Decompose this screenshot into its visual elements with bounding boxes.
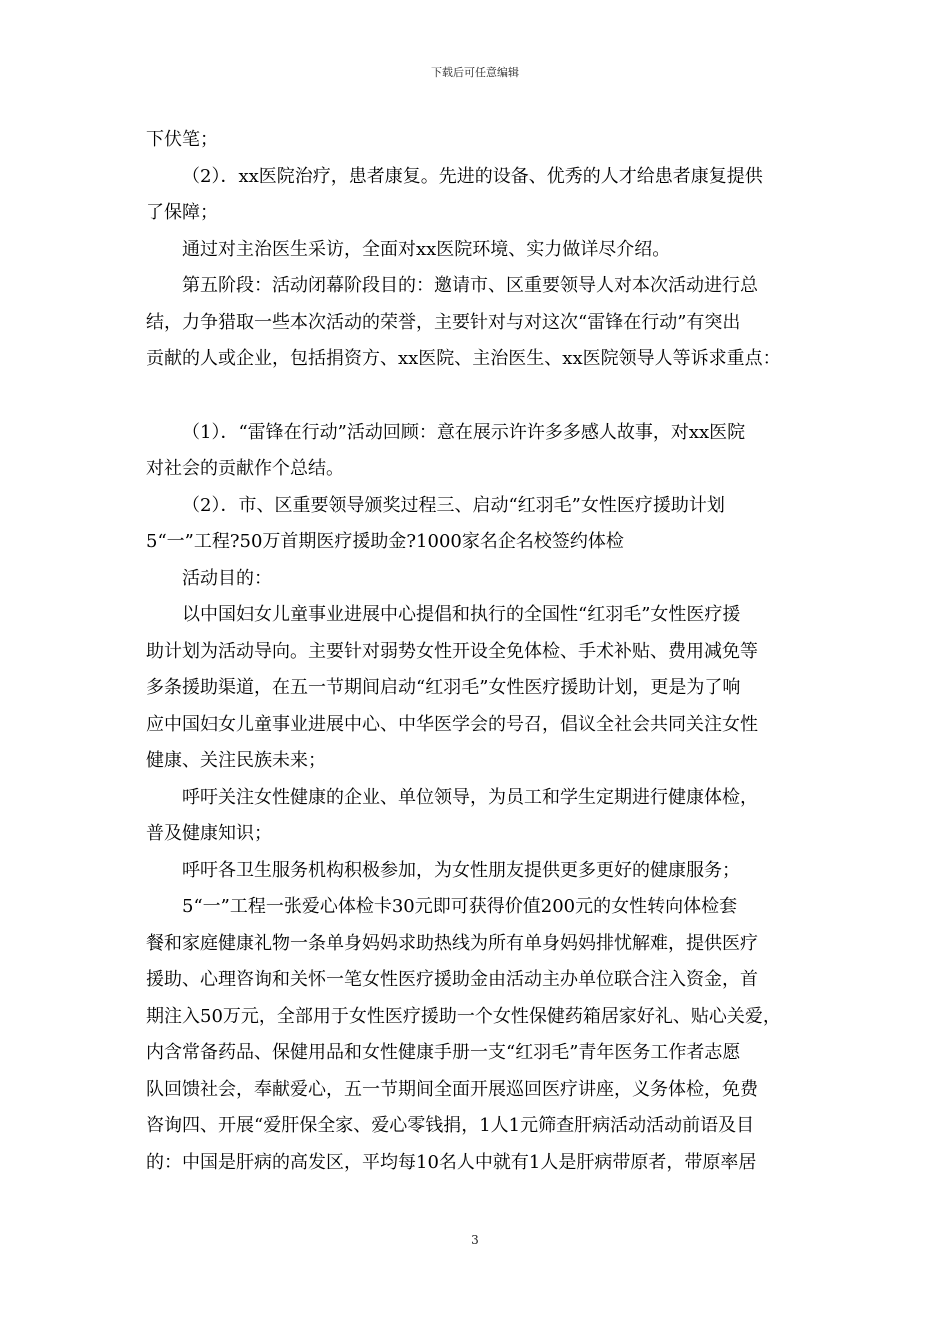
body-line: 应中国妇女儿童事业进展中心、中华医学会的号召，倡议全社会共同关注女性 bbox=[146, 713, 758, 735]
body-line: 第五阶段：活动闭幕阶段目的：邀请市、区重要领导人对本次活动进行总 bbox=[182, 275, 758, 296]
body-line: 结，力争猎取一些本次活动的荣誉，主要针对与对这次“雷锋在行动”有突出 bbox=[146, 311, 741, 333]
body-line: 健康、关注民族未来； bbox=[146, 750, 326, 771]
body-line: 助计划为活动导向。主要针对弱势女性开设全免体检、手术补贴、费用减免等 bbox=[146, 640, 758, 662]
body-line: （2）．市、区重要领导颁奖过程三、启动“红羽毛”女性医疗援助计划 bbox=[182, 494, 725, 516]
paragraph-gap bbox=[146, 378, 826, 415]
body-line: 咨询四、开展“爱肝保全家、爱心零钱捐，1人1元筛查肝病活动活动前语及目 bbox=[146, 1115, 755, 1136]
page-number: 3 bbox=[471, 1233, 479, 1247]
body-line: （2）．xx医院治疗，患者康复。先进的设备、优秀的人才给患者康复提供 bbox=[182, 165, 763, 187]
body-line: 活动目的： bbox=[182, 567, 272, 589]
body-line: 期注入50万元，全部用于女性医疗援助一个女性保健药箱居家好礼、贴心关爱， bbox=[146, 1005, 781, 1027]
body-line: 贡献的人或企业，包括捐资方、xx医院、主治医生、xx医院领导人等诉求重点： bbox=[146, 348, 781, 369]
body-line: 队回馈社会，奉献爱心，五一节期间全面开展巡回医疗讲座，义务体检，免费 bbox=[146, 1078, 758, 1100]
body-line: 餐和家庭健康礼物一条单身妈妈求助热线为所有单身妈妈排忧解难，提供医疗 bbox=[146, 932, 758, 954]
body-line: （1）．“雷锋在行动”活动回顾：意在展示许许多多感人故事，对xx医院 bbox=[182, 421, 746, 443]
body-line: 的：中国是肝病的高发区，平均每10名人中就有1人是肝病带原者，带原率居 bbox=[146, 1151, 757, 1173]
document-body bbox=[146, 122, 826, 1181]
body-line: 多条援助渠道，在五一节期间启动“红羽毛”女性医疗援助计划，更是为了响 bbox=[146, 677, 741, 698]
body-line: 5“一”工程一张爱心体检卡30元即可获得价值200元的女性转向体检套 bbox=[182, 896, 738, 917]
body-line: 对社会的贡献作个总结。 bbox=[146, 458, 344, 479]
body-line: 普及健康知识； bbox=[146, 823, 272, 844]
body-line: 了保障； bbox=[146, 202, 218, 223]
body-line: 以中国妇女儿童事业进展中心提倡和执行的全国性“红羽毛”女性医疗援 bbox=[182, 604, 741, 625]
body-line: 呼吁关注女性健康的企业、单位领导，为员工和学生定期进行健康体检， bbox=[182, 786, 758, 808]
body-line: 内含常备药品、保健用品和女性健康手册一支“红羽毛”青年医务工作者志愿 bbox=[146, 1042, 741, 1063]
body-line: 呼吁各卫生服务机构积极参加，为女性朋友提供更多更好的健康服务； bbox=[182, 859, 740, 881]
body-line: 下伏笔； bbox=[146, 129, 218, 150]
body-line: 通过对主治医生采访，全面对xx医院环境、实力做详尽介绍。 bbox=[182, 238, 671, 260]
body-line: 援助、心理咨询和关怀一笔女性医疗援助金由活动主办单位联合注入资金，首 bbox=[146, 969, 758, 990]
page-header: 下载后可任意编辑 bbox=[431, 66, 519, 79]
body-line: 5“一”工程?50万首期医疗援助金?1000家名企名校签约体检 bbox=[146, 531, 624, 552]
